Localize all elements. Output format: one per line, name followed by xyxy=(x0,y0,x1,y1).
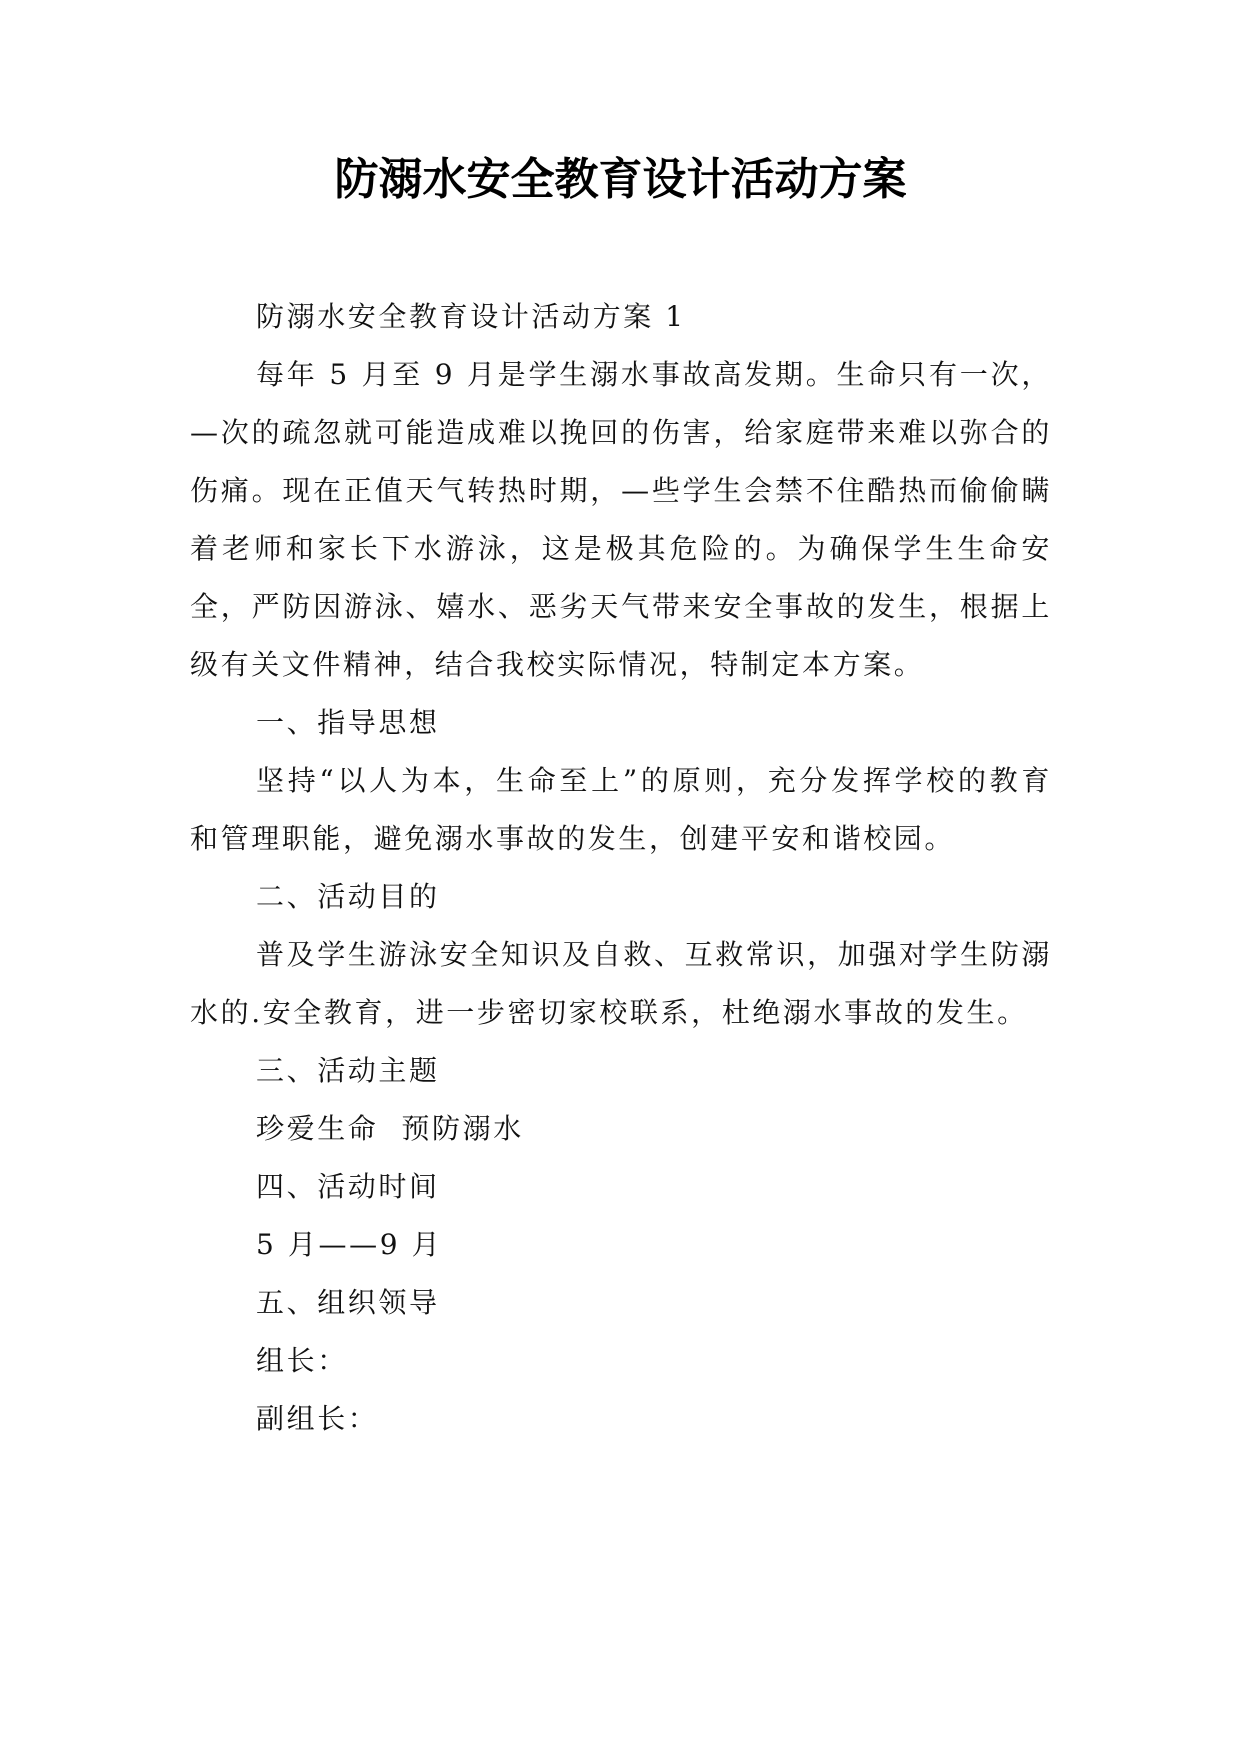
section-heading-activity-time: 四、活动时间 xyxy=(256,1170,440,1203)
team-leader-line: 组长： xyxy=(256,1344,348,1377)
section-heading-organization: 五、组织领导 xyxy=(256,1286,440,1319)
guiding-ideology-paragraph: 坚持“以人为本，生命至上”的原则，充分发挥学校的教育和管理职能，避免溺水事故的发生，创建平安和谐校园。 xyxy=(190,764,1052,855)
document-body xyxy=(190,288,1052,1448)
section-heading-guiding-ideology: 一、指导思想 xyxy=(256,706,440,739)
section-heading-activity-purpose: 二、活动目的 xyxy=(256,880,440,913)
document-title: 防溺水安全教育设计活动方案 xyxy=(334,154,907,205)
activity-theme-text: 珍爱生命 预防溺水 xyxy=(256,1112,524,1145)
intro-paragraph: 每年 5 月至 9 月是学生溺水事故高发期。生命只有一次，—次的疏忽就可能造成难以挽回的伤害，给家庭带来难以弥合的伤痛。现在正值天气转热时期，—些学生会禁不住酷热而偷偷瞒着老师和家长下水游泳，这是极其危险的。为确保学生生命安全，严防因游泳、嬉水、恶劣天气带来安全事故的发生，根据上级有关文件精神，结合我校实际情况，特制定本方案。 xyxy=(190,358,1052,681)
deputy-team-leader-line: 副组长： xyxy=(256,1402,379,1435)
section-heading-plan-1: 防溺水安全教育设计活动方案 1 xyxy=(256,300,686,333)
activity-time-text: 5 月——9 月 xyxy=(256,1228,443,1261)
activity-purpose-paragraph: 普及学生游泳安全知识及自救、互救常识，加强对学生防溺水的.安全教育，进一步密切家校联系，杜绝溺水事故的发生。 xyxy=(190,938,1052,1029)
section-heading-activity-theme: 三、活动主题 xyxy=(256,1054,440,1087)
